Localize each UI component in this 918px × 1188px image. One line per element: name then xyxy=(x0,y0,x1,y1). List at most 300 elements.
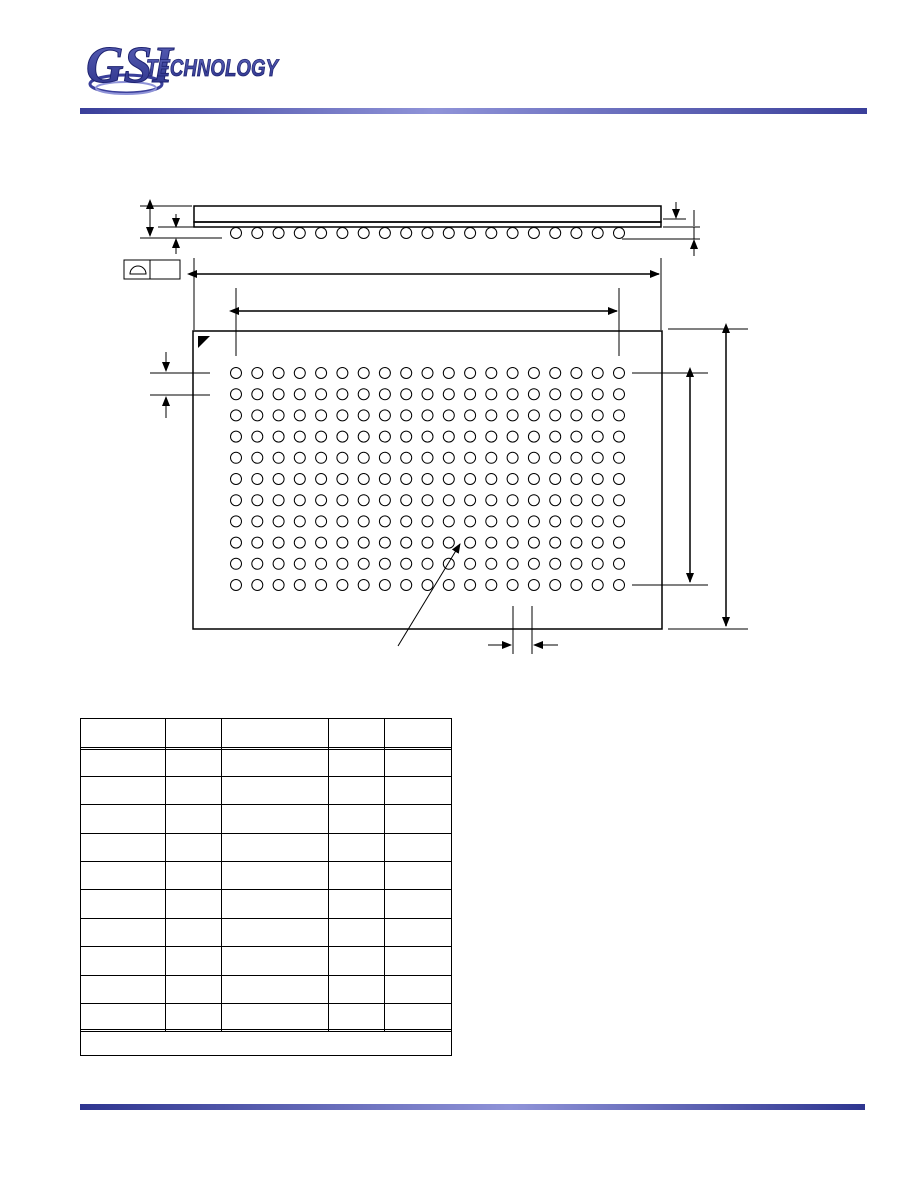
logo-letters: GSI xyxy=(86,37,173,94)
solder-ball xyxy=(614,537,625,548)
solder-ball xyxy=(231,558,242,569)
table-cell xyxy=(166,1003,222,1031)
side-view xyxy=(124,202,700,279)
solder-ball xyxy=(337,580,348,591)
solder-ball xyxy=(337,537,348,548)
table-row xyxy=(81,918,451,947)
solder-ball xyxy=(316,495,327,506)
solder-ball xyxy=(379,537,390,548)
solder-ball xyxy=(231,580,242,591)
solder-ball xyxy=(231,431,242,442)
solder-ball xyxy=(528,580,539,591)
solder-ball xyxy=(443,516,454,527)
solder-ball xyxy=(592,580,603,591)
table-cell xyxy=(166,861,222,889)
solder-ball xyxy=(401,431,412,442)
table-cell xyxy=(166,747,222,775)
solder-ball xyxy=(465,495,476,506)
solder-ball xyxy=(614,495,625,506)
solder-ball xyxy=(465,474,476,485)
solder-ball xyxy=(486,474,497,485)
solder-ball xyxy=(528,495,539,506)
solder-ball xyxy=(294,558,305,569)
solder-ball xyxy=(231,495,242,506)
solder-ball xyxy=(252,389,263,400)
solder-ball xyxy=(401,580,412,591)
solder-ball xyxy=(614,368,625,379)
solder-ball xyxy=(550,537,561,548)
solder-ball xyxy=(231,537,242,548)
solder-ball xyxy=(507,368,518,379)
solder-ball xyxy=(614,516,625,527)
solder-ball xyxy=(273,558,284,569)
side-solder-ball xyxy=(231,228,242,239)
solder-ball xyxy=(337,452,348,463)
solder-ball xyxy=(358,537,369,548)
solder-ball xyxy=(443,431,454,442)
solder-ball xyxy=(507,389,518,400)
solder-ball xyxy=(443,410,454,421)
solder-ball xyxy=(252,516,263,527)
solder-ball xyxy=(358,452,369,463)
solder-ball xyxy=(571,389,582,400)
solder-ball xyxy=(294,537,305,548)
solder-ball xyxy=(528,452,539,463)
solder-ball xyxy=(528,389,539,400)
side-solder-ball xyxy=(614,228,625,239)
solder-ball xyxy=(486,389,497,400)
solder-ball xyxy=(550,410,561,421)
ball-grid xyxy=(231,368,625,591)
solder-ball xyxy=(507,431,518,442)
solder-ball xyxy=(231,368,242,379)
side-solder-ball xyxy=(422,228,433,239)
solder-ball xyxy=(550,452,561,463)
solder-ball xyxy=(486,410,497,421)
solder-ball xyxy=(614,452,625,463)
solder-ball xyxy=(337,558,348,569)
solder-ball xyxy=(465,516,476,527)
table-cell xyxy=(329,833,385,861)
solder-ball xyxy=(273,431,284,442)
bottom-view xyxy=(150,329,748,654)
solder-ball xyxy=(316,368,327,379)
table-cell xyxy=(329,776,385,804)
solder-ball xyxy=(401,452,412,463)
solder-ball xyxy=(316,558,327,569)
table-cell xyxy=(385,1003,451,1031)
solder-ball xyxy=(592,389,603,400)
side-solder-ball xyxy=(465,228,476,239)
solder-ball xyxy=(379,389,390,400)
solder-ball xyxy=(337,474,348,485)
table-cell xyxy=(222,861,329,889)
solder-ball xyxy=(422,537,433,548)
side-solder-ball xyxy=(550,228,561,239)
solder-ball xyxy=(316,516,327,527)
side-solder-ball xyxy=(337,228,348,239)
solder-ball xyxy=(528,537,539,548)
solder-ball xyxy=(337,495,348,506)
solder-ball xyxy=(379,368,390,379)
solder-ball xyxy=(507,452,518,463)
table-cell xyxy=(166,719,222,747)
table-cell xyxy=(222,1003,329,1031)
table-row xyxy=(81,776,451,805)
solder-ball xyxy=(316,580,327,591)
table-cell xyxy=(385,946,451,974)
solder-ball xyxy=(507,580,518,591)
table-cell xyxy=(385,776,451,804)
solder-ball xyxy=(316,389,327,400)
table-cell xyxy=(81,747,166,775)
solder-ball xyxy=(401,558,412,569)
solder-ball xyxy=(294,495,305,506)
table-cell xyxy=(166,975,222,1003)
table-cell xyxy=(329,975,385,1003)
solder-ball xyxy=(465,580,476,591)
solder-ball xyxy=(379,410,390,421)
solder-ball xyxy=(443,580,454,591)
solder-ball xyxy=(486,558,497,569)
solder-ball xyxy=(401,368,412,379)
solder-ball xyxy=(337,368,348,379)
solder-ball xyxy=(550,368,561,379)
solder-ball xyxy=(422,431,433,442)
table-cell xyxy=(81,719,166,747)
solder-ball xyxy=(294,389,305,400)
solder-ball xyxy=(379,580,390,591)
table-cell xyxy=(81,1003,166,1031)
solder-ball xyxy=(337,516,348,527)
table-cell xyxy=(385,719,451,747)
solder-ball xyxy=(486,431,497,442)
table-cell xyxy=(222,946,329,974)
width-dimensions xyxy=(194,258,661,356)
table-cell xyxy=(166,776,222,804)
solder-ball xyxy=(316,537,327,548)
solder-ball xyxy=(486,537,497,548)
solder-ball xyxy=(273,389,284,400)
solder-ball xyxy=(571,516,582,527)
solder-ball xyxy=(486,580,497,591)
solder-ball xyxy=(465,431,476,442)
table-cell xyxy=(81,833,166,861)
solder-ball xyxy=(358,495,369,506)
solder-ball xyxy=(614,474,625,485)
solder-ball xyxy=(592,474,603,485)
solder-ball xyxy=(294,452,305,463)
table-cell xyxy=(81,889,166,917)
solder-ball xyxy=(465,558,476,569)
solder-ball xyxy=(486,452,497,463)
side-solder-ball xyxy=(252,228,263,239)
table-cell xyxy=(166,804,222,832)
solder-ball xyxy=(401,474,412,485)
solder-ball xyxy=(401,410,412,421)
solder-ball xyxy=(486,516,497,527)
solder-ball xyxy=(422,410,433,421)
side-solder-ball xyxy=(273,228,284,239)
solder-ball xyxy=(592,558,603,569)
solder-ball xyxy=(528,558,539,569)
table-cell xyxy=(222,747,329,775)
table-cell xyxy=(385,918,451,946)
dimension-table xyxy=(80,718,452,1056)
solder-ball xyxy=(358,516,369,527)
solder-ball xyxy=(592,452,603,463)
solder-ball xyxy=(465,537,476,548)
solder-ball xyxy=(231,516,242,527)
solder-ball xyxy=(358,580,369,591)
solder-ball xyxy=(401,516,412,527)
solder-ball xyxy=(316,452,327,463)
solder-ball xyxy=(273,410,284,421)
solder-ball xyxy=(614,558,625,569)
solder-ball xyxy=(614,389,625,400)
solder-ball xyxy=(294,368,305,379)
table-row xyxy=(81,946,451,975)
table-header-row xyxy=(81,719,451,750)
solder-ball xyxy=(571,474,582,485)
solder-ball xyxy=(273,580,284,591)
solder-ball xyxy=(592,431,603,442)
solder-ball xyxy=(379,558,390,569)
table-cell xyxy=(81,946,166,974)
table-cell xyxy=(222,804,329,832)
solder-ball xyxy=(316,474,327,485)
table-cell xyxy=(81,804,166,832)
solder-ball xyxy=(571,495,582,506)
solder-ball xyxy=(592,495,603,506)
table-cell xyxy=(385,861,451,889)
side-solder-ball xyxy=(316,228,327,239)
solder-ball xyxy=(358,368,369,379)
logo-word: TECHNOLOGY xyxy=(146,55,280,82)
solder-ball xyxy=(443,368,454,379)
solder-ball xyxy=(358,558,369,569)
solder-ball xyxy=(443,474,454,485)
table-cell xyxy=(81,861,166,889)
solder-ball xyxy=(422,495,433,506)
solder-ball xyxy=(486,495,497,506)
solder-ball xyxy=(273,474,284,485)
solder-ball xyxy=(422,389,433,400)
solder-ball xyxy=(294,410,305,421)
solder-ball xyxy=(252,558,263,569)
solder-ball xyxy=(401,389,412,400)
table-cell xyxy=(166,833,222,861)
solder-ball xyxy=(528,368,539,379)
solder-ball xyxy=(592,537,603,548)
solder-ball xyxy=(507,495,518,506)
solder-ball xyxy=(465,368,476,379)
footer-rule xyxy=(80,1104,865,1110)
solder-ball xyxy=(507,516,518,527)
solder-ball xyxy=(273,452,284,463)
table-cell xyxy=(329,719,385,747)
table-cell xyxy=(385,804,451,832)
table-cell xyxy=(222,889,329,917)
table-cell xyxy=(81,975,166,1003)
solder-ball xyxy=(316,410,327,421)
solder-ball xyxy=(252,474,263,485)
table-cell xyxy=(385,833,451,861)
solder-ball xyxy=(422,474,433,485)
solder-ball xyxy=(379,495,390,506)
solder-ball xyxy=(252,452,263,463)
solder-ball xyxy=(507,537,518,548)
solder-ball xyxy=(401,537,412,548)
solder-ball xyxy=(550,474,561,485)
solder-ball xyxy=(571,580,582,591)
solder-ball xyxy=(528,431,539,442)
solder-ball xyxy=(358,474,369,485)
solder-ball xyxy=(294,580,305,591)
solder-ball xyxy=(231,389,242,400)
solder-ball xyxy=(294,474,305,485)
solder-ball xyxy=(507,474,518,485)
side-solder-ball xyxy=(358,228,369,239)
solder-ball xyxy=(422,580,433,591)
side-solder-ball xyxy=(571,228,582,239)
solder-ball xyxy=(550,580,561,591)
solder-ball xyxy=(422,516,433,527)
solder-ball xyxy=(571,558,582,569)
side-solder-ball xyxy=(592,228,603,239)
solder-ball xyxy=(294,516,305,527)
solder-ball xyxy=(273,368,284,379)
table-cell xyxy=(385,747,451,775)
table-cell xyxy=(222,833,329,861)
side-solder-ball xyxy=(401,228,412,239)
solder-ball xyxy=(337,431,348,442)
solder-ball xyxy=(252,410,263,421)
side-solder-ball xyxy=(443,228,454,239)
solder-ball xyxy=(571,452,582,463)
solder-ball xyxy=(273,516,284,527)
side-solder-ball xyxy=(528,228,539,239)
side-solder-ball xyxy=(294,228,305,239)
table-row xyxy=(81,747,451,776)
solder-ball xyxy=(443,389,454,400)
table-cell xyxy=(81,918,166,946)
solder-ball xyxy=(592,516,603,527)
solder-ball xyxy=(550,495,561,506)
solder-ball xyxy=(273,537,284,548)
solder-ball xyxy=(337,410,348,421)
solder-ball xyxy=(273,495,284,506)
solder-ball xyxy=(571,368,582,379)
solder-ball xyxy=(252,580,263,591)
solder-ball xyxy=(379,431,390,442)
solder-ball xyxy=(528,516,539,527)
table-cell xyxy=(329,1003,385,1031)
solder-ball xyxy=(486,368,497,379)
solder-ball xyxy=(422,452,433,463)
solder-ball xyxy=(443,452,454,463)
table-cell xyxy=(222,975,329,1003)
solder-ball xyxy=(443,537,454,548)
solder-ball xyxy=(231,452,242,463)
table-row xyxy=(81,1003,451,1032)
side-solder-ball xyxy=(379,228,390,239)
solder-ball xyxy=(465,452,476,463)
table-cell xyxy=(222,719,329,747)
solder-ball xyxy=(422,368,433,379)
pin1-marker xyxy=(198,336,210,348)
solder-ball xyxy=(379,452,390,463)
table-row xyxy=(81,861,451,890)
table-row xyxy=(81,889,451,918)
solder-ball xyxy=(592,368,603,379)
solder-ball xyxy=(379,516,390,527)
solder-ball xyxy=(252,537,263,548)
solder-ball xyxy=(571,431,582,442)
table-row xyxy=(81,975,451,1004)
table-cell xyxy=(329,747,385,775)
solder-ball xyxy=(614,431,625,442)
table-note-row xyxy=(81,1029,451,1055)
table-cell xyxy=(222,776,329,804)
solder-ball xyxy=(571,537,582,548)
solder-ball xyxy=(252,495,263,506)
side-view-balls xyxy=(231,228,625,239)
solder-ball xyxy=(337,389,348,400)
solder-ball xyxy=(252,368,263,379)
table-cell xyxy=(329,861,385,889)
solder-ball xyxy=(231,474,242,485)
solder-ball xyxy=(465,389,476,400)
solder-ball xyxy=(507,410,518,421)
profile-of-surface-icon xyxy=(130,266,146,274)
table-cell xyxy=(329,889,385,917)
solder-ball xyxy=(443,495,454,506)
solder-ball xyxy=(358,389,369,400)
solder-ball xyxy=(422,558,433,569)
solder-ball xyxy=(379,474,390,485)
solder-ball xyxy=(358,431,369,442)
table-cell xyxy=(81,776,166,804)
solder-ball xyxy=(614,580,625,591)
solder-ball xyxy=(231,410,242,421)
solder-ball xyxy=(550,389,561,400)
table-cell xyxy=(222,918,329,946)
table-cell xyxy=(329,918,385,946)
table-cell xyxy=(329,946,385,974)
solder-ball xyxy=(528,474,539,485)
solder-ball xyxy=(592,410,603,421)
table-cell xyxy=(385,889,451,917)
table-row xyxy=(81,804,451,833)
table-row xyxy=(81,833,451,862)
solder-ball xyxy=(614,410,625,421)
solder-ball xyxy=(571,410,582,421)
table-cell xyxy=(385,975,451,1003)
side-solder-ball xyxy=(486,228,497,239)
solder-ball xyxy=(550,558,561,569)
table-cell xyxy=(166,889,222,917)
table-cell xyxy=(329,804,385,832)
solder-ball xyxy=(443,558,454,569)
solder-ball xyxy=(550,516,561,527)
solder-ball xyxy=(507,558,518,569)
solder-ball xyxy=(358,410,369,421)
solder-ball xyxy=(401,495,412,506)
table-cell xyxy=(166,946,222,974)
solder-ball xyxy=(465,410,476,421)
solder-ball xyxy=(528,410,539,421)
